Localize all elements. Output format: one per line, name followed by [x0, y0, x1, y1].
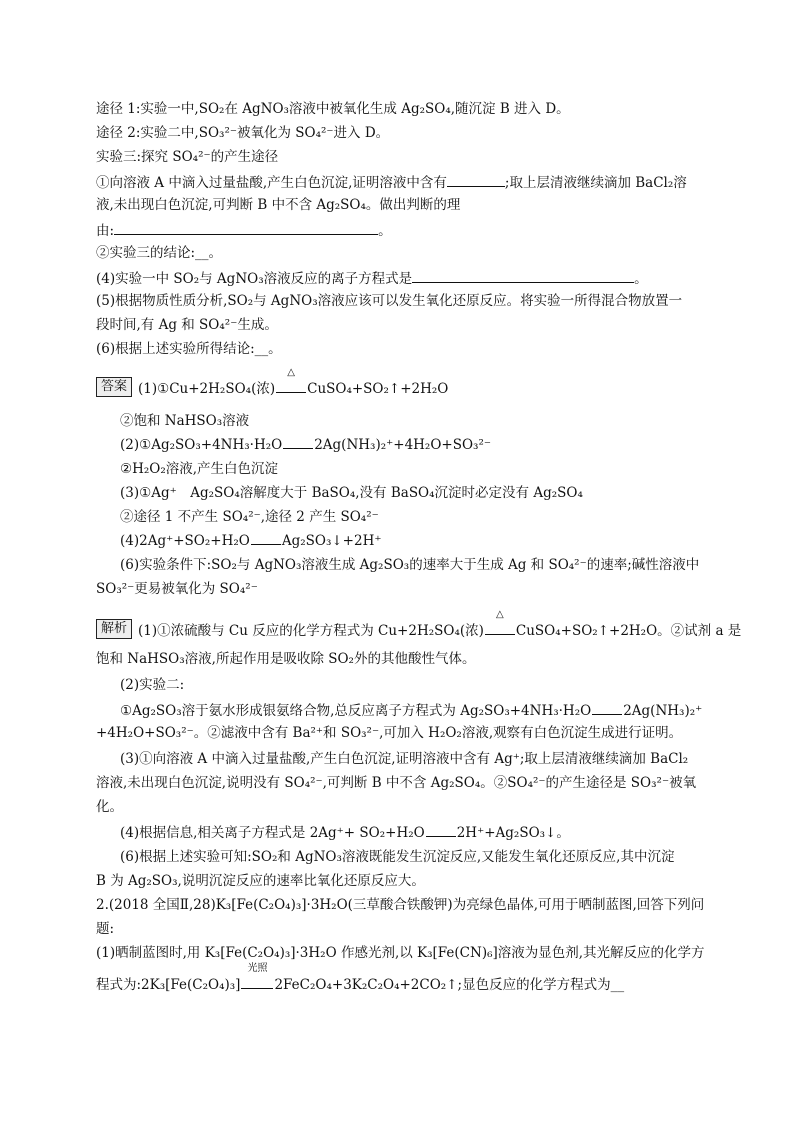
- answer-blank[interactable]: [412, 268, 634, 283]
- q2-line-1: 2.(2018 全国Ⅱ,28)K₃[Fe(C₂O₄)₃]·3H₂O(三草酸合铁酸钾)为亮绿色晶体,可用于晒制蓝图,回答下列问: [96, 897, 705, 913]
- analysis-2a: [120, 702, 702, 720]
- text-line-10: 段时间,有 Ag 和 SO₄²⁻生成。: [96, 317, 278, 333]
- answer-4-post: Ag₂SO₃↓+2H⁺: [281, 533, 382, 549]
- analysis-1b: 饱和 NaHSO₃溶液,所起作用是吸收除 SO₂外的其他酸性气体。: [96, 651, 476, 667]
- text-line-5: 液,未出现白色沉淀,可判断 B 中不含 Ag₂SO₄。做出判断的理: [96, 197, 461, 213]
- text-line-1: 途径 1:实验一中,SO₂在 AgNO₃溶液中被氧化生成 Ag₂SO₄,随沉淀 B 进入 D。: [96, 101, 570, 117]
- answer-2b: ②H₂O₂溶液,产生白色沉淀: [120, 461, 279, 477]
- line-8-text: (4)实验一中 SO₂与 AgNO₃溶液反应的离子方程式是: [96, 271, 413, 287]
- answer-3: (3)①Ag⁺ Ag₂SO₄溶解度大于 BaSO₄,没有 BaSO₄沉淀时必定没有 Ag₂SO₄: [120, 485, 583, 501]
- q2-line-4-pre: 程式为:2K₃[Fe(C₂O₄)₃]: [96, 977, 241, 993]
- heat-symbol: △: [496, 609, 504, 620]
- light-condition: [240, 963, 274, 994]
- analysis-2: (2)实验二:: [120, 677, 185, 693]
- q2-line-4-post: 2FeC₂O₄+3K₂C₂O₄+2CO₂↑;显色反应的化学方程式为__: [274, 977, 625, 993]
- equation-bar: [591, 702, 623, 720]
- answer-4-pre: (4)2Ag⁺+SO₂+H₂O: [120, 533, 250, 549]
- analysis-2a-post: 2Ag(NH₃)₂⁺: [623, 703, 703, 719]
- analysis-4: [120, 824, 570, 842]
- answer-1: [138, 367, 449, 398]
- analysis-1-post: CuSO₄+SO₂↑+2H₂O。②试剂 a 是: [515, 623, 742, 639]
- answer-tag: 答案: [96, 377, 132, 397]
- answer-blank[interactable]: [114, 220, 378, 235]
- q2-line-2: 题:: [96, 921, 115, 937]
- answer-2-pre: (2)①Ag₂SO₃+4NH₃·H₂O: [120, 437, 283, 453]
- q2-line-3: (1)晒制蓝图时,用 K₃[Fe(C₂O₄)₃]·3H₂O 作感光剂,以 K₃[Fe(CN)₆]溶液为显色剂,其光解反应的化学方: [96, 945, 705, 961]
- analysis-4-post: 2H⁺+Ag₂SO₃↓。: [456, 825, 570, 841]
- answer-6: (6)实验条件下:SO₂与 AgNO₃溶液生成 Ag₂SO₃的速率大于生成 Ag 和 SO₄²⁻的速率;碱性溶液中: [120, 557, 700, 573]
- line-6-text: 由:: [96, 223, 115, 239]
- text-line-8: [96, 268, 648, 288]
- equation-bar: [425, 824, 457, 842]
- analysis-3c: 化。: [96, 799, 123, 815]
- analysis-6: (6)根据上述实验可知:SO₂和 AgNO₃溶液既能发生沉淀反应,又能发生氧化还原反应,其中沉淀: [120, 849, 675, 865]
- analysis-tag: 解析: [96, 619, 132, 639]
- line-4-text: ①向溶液 A 中滴入过量盐酸,产生白色沉淀,证明溶液中含有: [96, 175, 447, 191]
- answer-3b: ②途径 1 不产生 SO₄²⁻,途径 2 产生 SO₄²⁻: [120, 509, 379, 525]
- answer-2-post: 2Ag(NH₃)₂⁺+4H₂O+SO₃²⁻: [314, 437, 491, 453]
- analysis-3: (3)①向溶液 A 中滴入过量盐酸,产生白色沉淀,证明溶液中含有 Ag⁺;取上层清液继续滴加 BaCl₂: [120, 751, 689, 767]
- answer-2: [120, 436, 491, 454]
- answer-1b: ②饱和 NaHSO₃溶液: [120, 413, 250, 429]
- answer-4: [120, 532, 382, 550]
- answer-1-pre: (1)①Cu+2H₂SO₄(浓): [138, 381, 276, 397]
- text-line-2: 途径 2:实验二中,SO₃²⁻被氧化为 SO₄²⁻进入 D。: [96, 125, 390, 141]
- analysis-2b: +4H₂O+SO₃²⁻。②滤液中含有 Ba²⁺和 SO₃²⁻,可加入 H₂O₂溶液,观察有白色沉淀生成进行证明。: [96, 725, 683, 741]
- text-line-9: (5)根据物质性质分析,SO₂与 AgNO₃溶液应该可以发生氧化还原反应。将实验一所得混合物放置一: [96, 293, 683, 309]
- text-line-4: [96, 172, 687, 192]
- line-6-end: 。: [378, 223, 392, 239]
- analysis-6b: B 为 Ag₂SO₃,说明沉淀反应的速率比氧化还原反应大。: [96, 873, 425, 889]
- line-4-text-b: ;取上层清液继续滴加 BaCl₂溶: [504, 175, 687, 191]
- heat-condition: [484, 609, 516, 640]
- answer-6b: SO₃²⁻更易被氧化为 SO₄²⁻: [96, 581, 258, 597]
- heat-condition: [275, 367, 307, 398]
- text-line-6: [96, 220, 392, 240]
- analysis-1-pre: (1)①浓硫酸与 Cu 反应的化学方程式为 Cu+2H₂SO₄(浓): [138, 623, 484, 639]
- text-line-3: 实验三:探究 SO₄²⁻的产生途径: [96, 149, 279, 165]
- light-label: 光照: [247, 963, 268, 974]
- analysis-4-pre: (4)根据信息,相关离子方程式是 2Ag⁺+ SO₂+H₂O: [120, 825, 425, 841]
- answer-1-post: CuSO₄+SO₂↑+2H₂O: [307, 381, 449, 397]
- equation-bar: [282, 436, 314, 454]
- equation-bar: [250, 532, 282, 550]
- analysis-2a-pre: ①Ag₂SO₃溶于氨水形成银氨络合物,总反应离子方程式为 Ag₂SO₃+4NH₃·H₂O: [120, 703, 592, 719]
- answer-blank[interactable]: [447, 172, 505, 187]
- line-8-end: 。: [634, 271, 648, 287]
- text-line-11: (6)根据上述实验所得结论:__。: [96, 341, 282, 357]
- analysis-1: [138, 609, 742, 640]
- text-line-7: ②实验三的结论:__。: [96, 245, 223, 261]
- heat-symbol: △: [287, 367, 295, 378]
- q2-line-4: [96, 963, 625, 994]
- analysis-3b: 溶液,未出现白色沉淀,说明没有 SO₄²⁻,可判断 B 中不含 Ag₂SO₄。②SO₄²⁻的产生途径是 SO₃²⁻被氧: [96, 775, 697, 791]
